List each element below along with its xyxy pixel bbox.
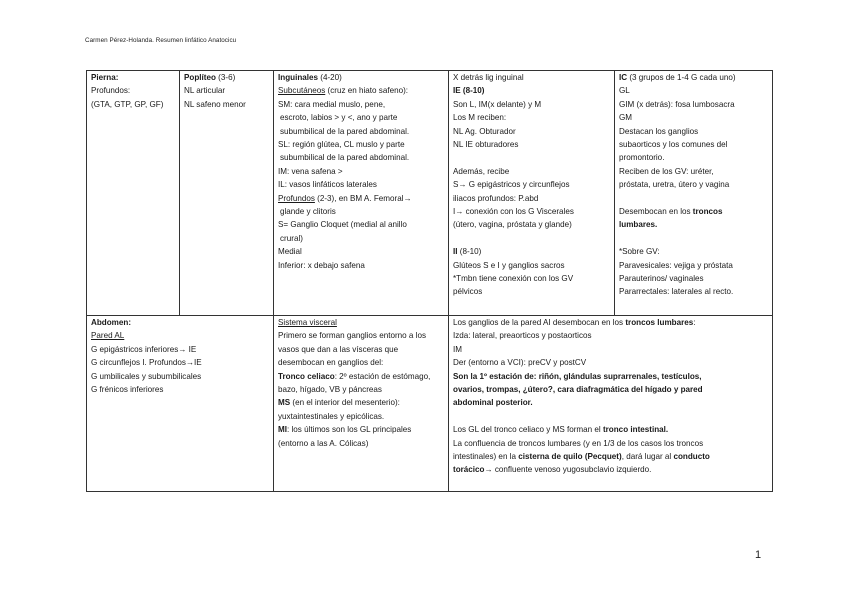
ic-desembocan-bold: troncos [692, 207, 723, 217]
inguinales-line: IL: vasos linfáticos laterales [278, 180, 377, 190]
visceral-title: Sistema visceral [278, 318, 337, 327]
ii-line: *Tmbn tiene conexión con los GV [453, 274, 574, 284]
cell-abdomen [87, 316, 274, 492]
profundos-title: Profundos [278, 193, 315, 203]
cell-ic [615, 71, 773, 316]
ic-desembocan-pre: Desembocan en los [619, 207, 693, 217]
popliteo-title-line [184, 71, 271, 84]
visceral-line: Primero se forman ganglios entorno a los [278, 331, 427, 341]
inguinales-title-line [278, 71, 446, 84]
ii-title: II [453, 247, 458, 257]
troncos-bold-line: abdominal posterior. [453, 398, 533, 408]
abdomen-line: G circunflejos I. Profundos→IE [91, 358, 202, 368]
visceral-line: (entorno a las A. Cólicas) [278, 438, 369, 448]
pierna-line: (GTA, GTP, GP, GF) [91, 99, 164, 109]
inguinales-line: S= Ganglio Cloquet (medial al anillo [278, 220, 407, 230]
cell-pierna [87, 71, 180, 316]
inguinales-count: (4-20) [318, 73, 342, 82]
document-header: Carmen Pérez-Holanda. Resumen linfático Anatocicu [85, 37, 237, 44]
tronco-celiaco-rest: : 2º estación de estómago, [334, 371, 431, 381]
ie-line: S→ G epigástricos y circunflejos [453, 180, 570, 190]
visceral-line: vasos que dan a las vísceras que [278, 344, 399, 354]
abdomen-title: Abdomen: [91, 318, 132, 327]
popliteo-title: Poplíteo [184, 73, 216, 82]
pierna-line: Profundos: [91, 86, 131, 96]
inguinales-line: Inferior: x debajo safena [278, 260, 365, 270]
inguinales-title: Inguinales [278, 73, 319, 82]
troncos-post: : [693, 318, 696, 327]
table-row [87, 71, 773, 316]
visceral-line: yuxtaintestinales y epicólicas. [278, 411, 385, 421]
visceral-line: desembocan en ganglios del: [278, 358, 384, 368]
popliteo-line: NL safeno menor [184, 99, 246, 109]
pierna-title: Pierna: [91, 73, 119, 82]
cisterna-mid: , dará lugar al [621, 452, 674, 462]
ic-desembocan-line [619, 205, 770, 218]
tronco-intestinal-line [453, 423, 770, 436]
spacer [619, 232, 770, 245]
subcutaneos-title: Subcutáneos [278, 86, 326, 96]
ic-title-rest: (3 grupos de 1-4 G cada uno) [627, 73, 736, 82]
ic-line: próstata, uretra, útero y vagina [619, 180, 730, 190]
ii-line: pélvicos [453, 287, 483, 297]
inguinales-line: glande y clitoris [280, 207, 336, 217]
ic-desembocan-bold: lumbares. [619, 220, 658, 230]
inguinales-line: escroto, labios > y <, ano y parte [280, 113, 398, 123]
ie-line: I→ conexión con los G Viscerales [453, 207, 574, 217]
inguinales-line: IM: vena safena > [278, 166, 343, 176]
ie-line: NL Ag. Obturador [453, 126, 516, 136]
cell-visceral [274, 316, 449, 492]
ic-line: *Sobre GV: [619, 247, 660, 257]
ie-line: (útero, vagina, próstata y glande) [453, 220, 572, 230]
troncos-line: IM [453, 344, 462, 354]
ic-line: GM [619, 113, 633, 123]
cisterna-pre: intestinales) en la [453, 452, 519, 462]
subcutaneos-line [278, 84, 446, 97]
cell-ie-ii [449, 71, 615, 316]
ie-line: NL IE obturadores [453, 140, 519, 150]
popliteo-line: NL articular [184, 86, 226, 96]
ic-line: Pararrectales: laterales al recto. [619, 287, 734, 297]
cisterna-line [453, 450, 770, 463]
troncos-lumbares-line [453, 316, 770, 329]
subcutaneos-rest: (cruz en hiato safeno): [325, 86, 409, 96]
abdomen-line: G frénicos inferiores [91, 385, 164, 395]
toracico-line [453, 463, 770, 476]
cell-popliteo [180, 71, 274, 316]
tronco-celiaco-title: Tronco celiaco [278, 371, 335, 381]
popliteo-count: (3-6) [215, 73, 236, 82]
pared-al-title: Pared AL [91, 331, 125, 341]
ie-line: Además, recibe [453, 166, 510, 176]
ie-title-line [453, 84, 612, 97]
ie-line: iliacos profundos: P.abd [453, 193, 539, 203]
troncos-bold-line: Son la 1º estación de: riñón, glándulas suprarrenales, testículos, [453, 371, 702, 381]
ii-title-line [453, 245, 612, 258]
ic-line: subaorticos y los comunes del [619, 140, 728, 150]
cell-inguinales [274, 71, 449, 316]
troncos-line: Der (entorno a VCI): preCV y postCV [453, 358, 587, 368]
troncos-pre: Los ganglios de la pared AI desembocan en los [453, 318, 626, 327]
ie-line: Los M reciben: [453, 113, 507, 123]
table-row [87, 316, 773, 492]
spacer [619, 192, 770, 205]
inguinales-line: crural) [280, 233, 303, 243]
ic-line: GL [619, 86, 630, 96]
abdomen-line: G umbilicales y subumbilicales [91, 371, 202, 381]
ic-line: promontorio. [619, 153, 665, 163]
ie-line: Son L, IM(x delante) y M [453, 99, 542, 109]
visceral-line: bazo, hígado, VB y páncreas [278, 385, 382, 395]
inguinales-line: subumbilical de la pared abdominal. [280, 153, 410, 163]
page-number: 1 [755, 549, 762, 561]
ie-title: IE [453, 86, 461, 96]
toracico-rest: → confluente venoso yugosubclavio izquierdo. [484, 465, 652, 475]
troncos-line: Izda: lateral, preaorticos y postaorticos [453, 331, 592, 341]
cell-troncos [449, 316, 773, 492]
ii-line: Glúteos S e I y ganglios sacros [453, 260, 565, 270]
ie-line: X detrás lig inguinal [453, 73, 524, 82]
ic-title: IC [619, 73, 628, 82]
ic-line: Paravesicales: vejiga y próstata [619, 260, 733, 270]
ic-line: Reciben de los GV: uréter, [619, 166, 714, 176]
troncos-lumbares-bold: troncos lumbares [625, 318, 694, 327]
troncos-line: La confluencia de troncos lumbares (y en 1/3 de los casos los troncos [453, 438, 704, 448]
inguinales-line: subumbilical de la pared abdominal. [280, 126, 410, 136]
mi-line [278, 423, 446, 436]
tronco-intestinal-pre: Los GL del tronco celiaco y MS forman el [453, 425, 603, 435]
abdomen-line: G epigástricos inferiores→ IE [91, 344, 197, 354]
tronco-celiaco-line [278, 370, 446, 383]
ms-rest: (en el interior del mesenterio): [290, 398, 400, 408]
ic-line: Parauterinos/ vaginales [619, 274, 704, 284]
cisterna-bold: cisterna de quilo (Pecquet) [518, 452, 622, 462]
ii-count: (8-10) [457, 247, 482, 257]
troncos-bold-line: ovarios, trompas, ¿útero?, cara diafragmática del hígado y pared [453, 385, 703, 395]
mi-rest: : los últimos son los GL principales [287, 425, 412, 435]
lymphatic-summary-table [86, 70, 773, 492]
profundos-line [278, 192, 446, 205]
spacer [453, 410, 770, 423]
toracico-bold: torácico [453, 465, 485, 475]
spacer [453, 232, 612, 245]
tronco-intestinal-bold: tronco intestinal. [602, 425, 669, 435]
inguinales-line: SM: cara medial muslo, pene, [278, 99, 386, 109]
ic-line: Destacan los ganglios [619, 126, 699, 136]
ic-line: GIM (x detrás): fosa lumbosacra [619, 99, 735, 109]
mi-title: MI [278, 425, 287, 435]
ic-title-line [619, 71, 770, 84]
spacer [453, 151, 612, 164]
inguinales-line: SL: región glútea, CL muslo y parte [278, 140, 405, 150]
ie-count: (8-10) [460, 86, 485, 96]
profundos-rest: (2-3), en BM A. Femoral→ [314, 193, 412, 203]
conducto-bold: conducto [673, 452, 710, 462]
inguinales-line: Medial [278, 247, 302, 257]
ms-line [278, 396, 446, 409]
ms-title: MS [278, 398, 291, 408]
